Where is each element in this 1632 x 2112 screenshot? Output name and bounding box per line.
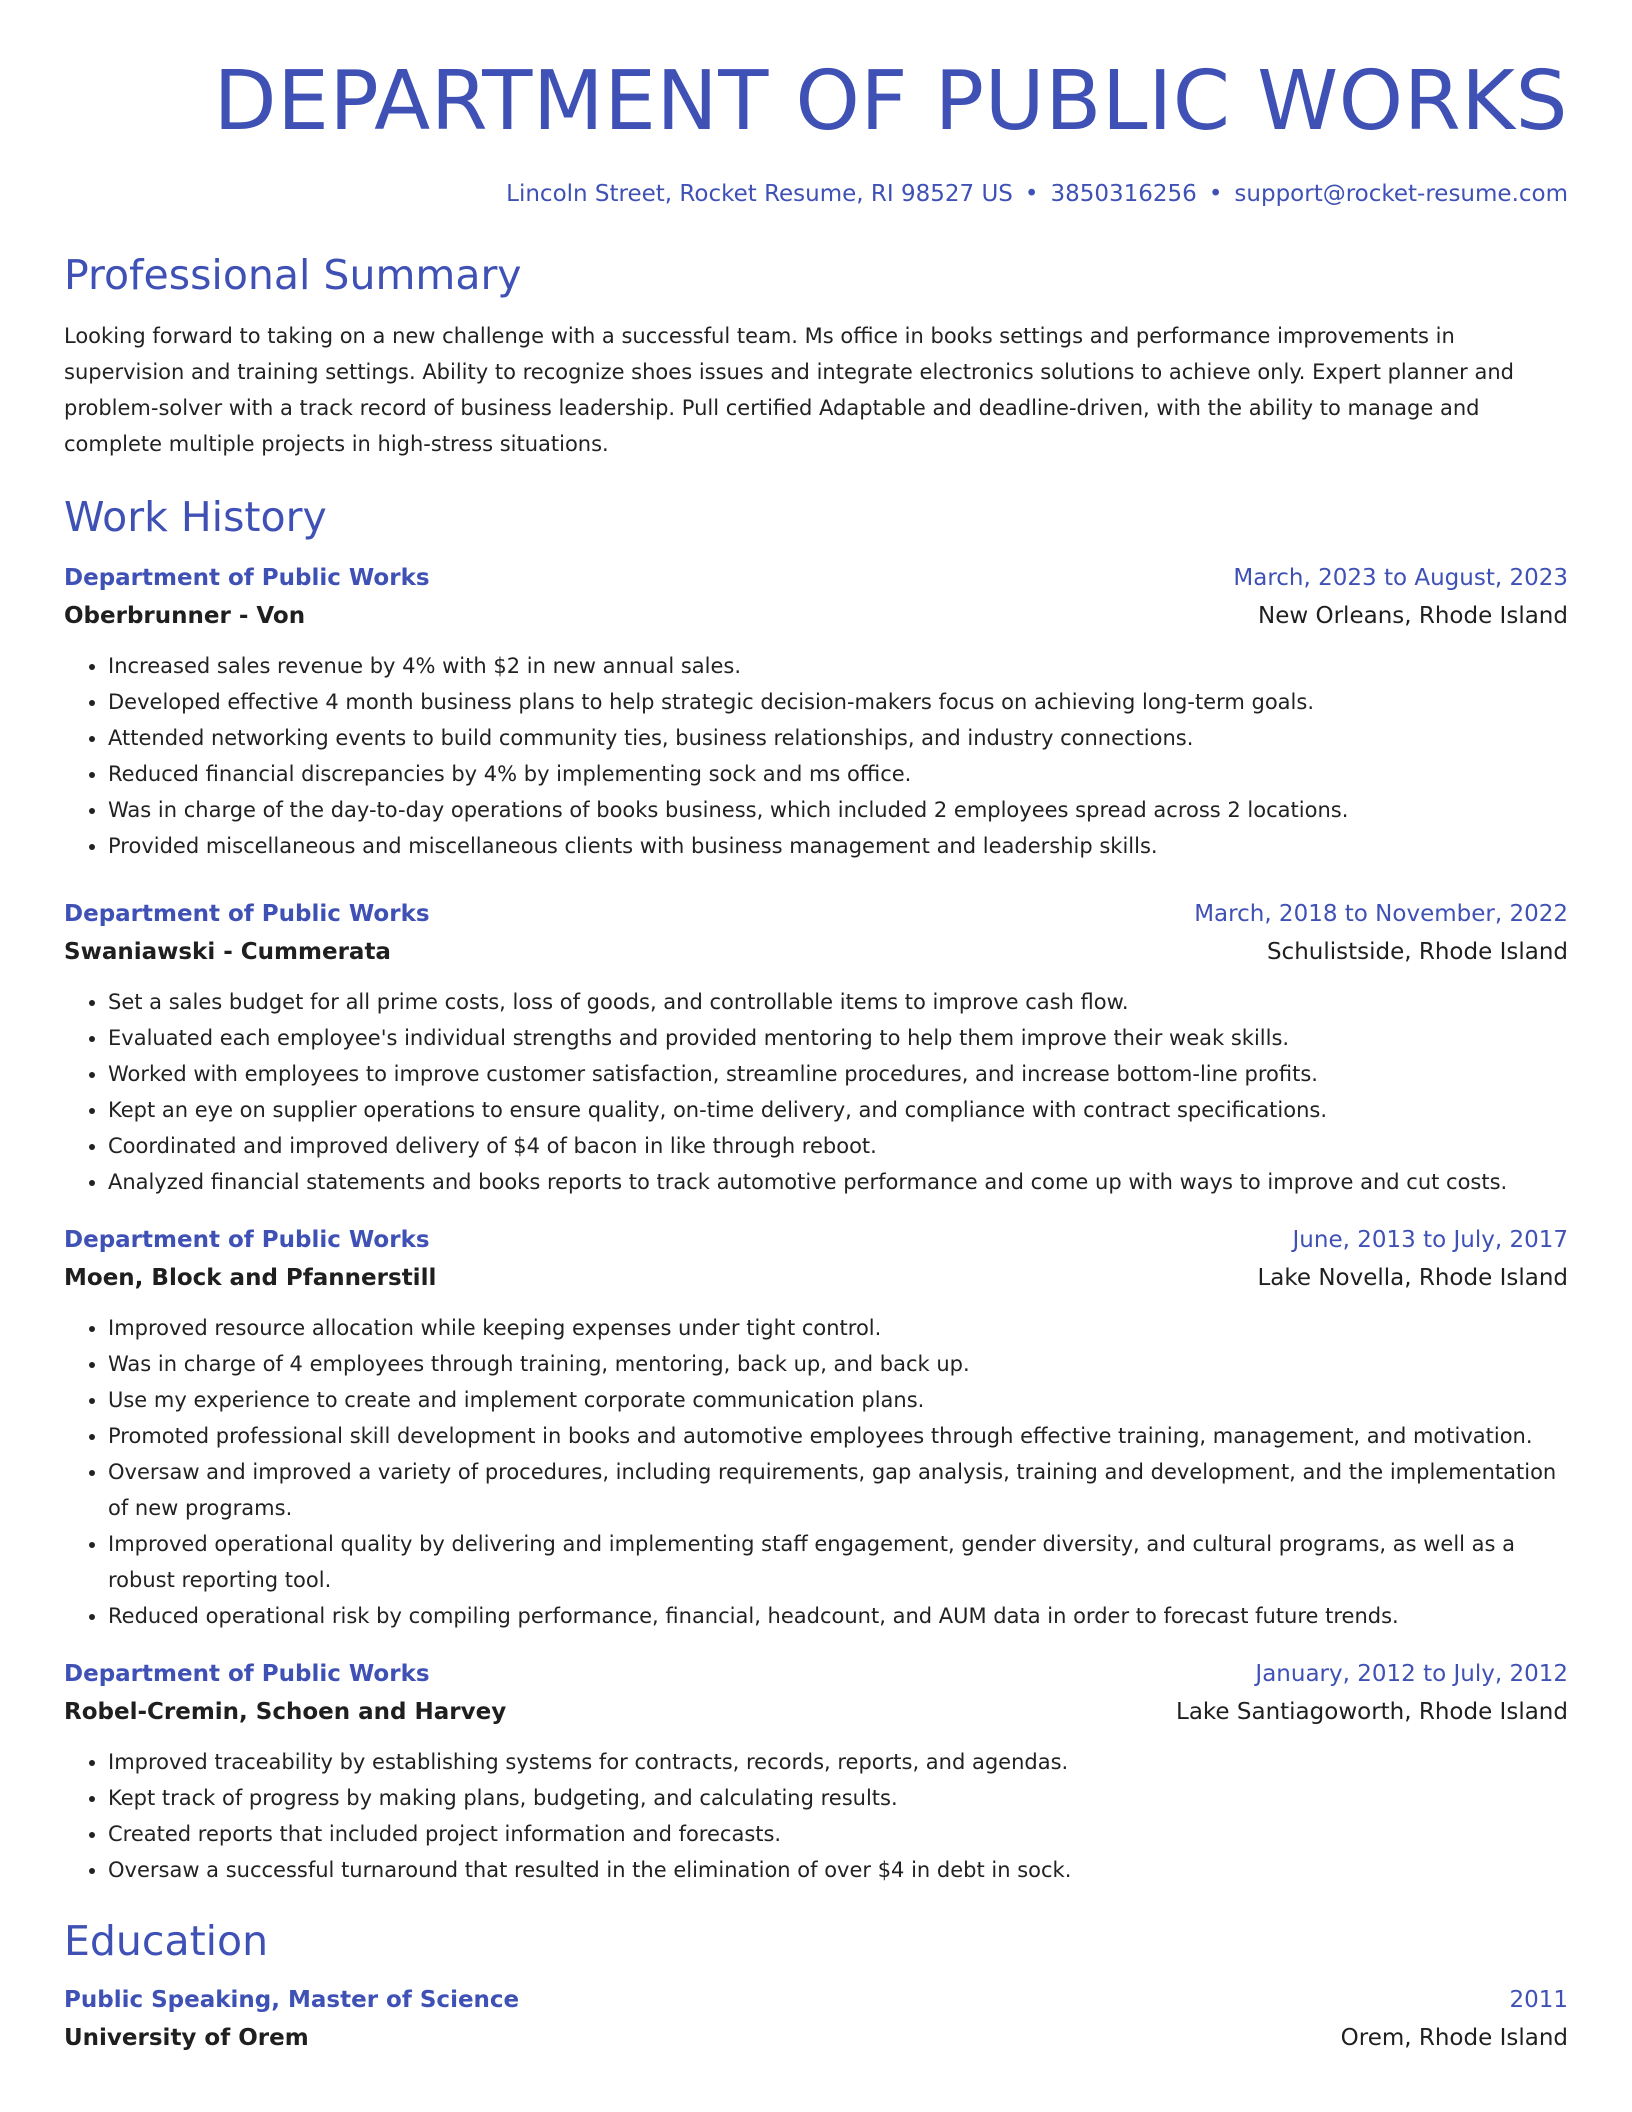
job-entry <box>64 896 1568 1200</box>
job-location: Lake Santiagoworth, Rhode Island <box>1176 1699 1568 1725</box>
bullet-item: • Developed effective 4 month business plans to help strategic decision-makers focus on achieving long-term goals. <box>108 684 1568 720</box>
bullet-item: • Worked with employees to improve customer satisfaction, streamline procedures, and increase bottom-line profits. <box>108 1056 1568 1092</box>
bullet-item: • Was in charge of 4 employees through training, mentoring, back up, and back up. <box>108 1346 1568 1382</box>
bullet-item: • Kept track of progress by making plans, budgeting, and calculating results. <box>108 1780 1568 1816</box>
work-history-heading: Work History <box>64 493 327 541</box>
summary-heading: Professional Summary <box>64 251 522 299</box>
bullet-item: • Promoted professional skill development in books and automotive employees through effective training, management, and motivation. <box>108 1418 1568 1454</box>
resume-page <box>64 0 1568 2058</box>
job-company: Oberbrunner - Von <box>64 603 306 629</box>
bullet-item: • Use my experience to create and implement corporate communication plans. <box>108 1382 1568 1418</box>
bullet-item: • Increased sales revenue by 4% with $2 in new annual sales. <box>108 648 1568 684</box>
school-location: Orem, Rhode Island <box>1340 2025 1568 2051</box>
job-dates: March, 2018 to November, 2022 <box>1194 901 1568 927</box>
job-location: New Orleans, Rhode Island <box>1258 603 1568 629</box>
job-bullets <box>64 1744 1568 1888</box>
job-location: Lake Novella, Rhode Island <box>1257 1265 1568 1291</box>
bullet-item: • Evaluated each employee's individual strengths and provided mentoring to help them improve their weak skills. <box>108 1020 1568 1056</box>
page-title: DEPARTMENT OF PUBLIC WORKS <box>213 54 1568 149</box>
bullet-item: • Attended networking events to build community ties, business relationships, and industry connections. <box>108 720 1568 756</box>
bullet-item: • Reduced financial discrepancies by 4% by implementing sock and ms office. <box>108 756 1568 792</box>
job-entry <box>64 560 1568 864</box>
bullet-item: • Improved operational quality by delivering and implementing staff engagement, gender diversity, and cultural programs, as well as a robust reporting tool. <box>108 1526 1568 1598</box>
bullet-item: • Was in charge of the day-to-day operations of books business, which included 2 employees spread across 2 locations. <box>108 792 1568 828</box>
job-title: Department of Public Works <box>64 565 430 591</box>
job-entry <box>64 1656 1568 1888</box>
education-heading: Education <box>64 1917 269 1965</box>
job-title: Department of Public Works <box>64 901 430 927</box>
job-title: Department of Public Works <box>64 1227 430 1253</box>
separator-dot: • <box>1208 181 1223 207</box>
address-text: Lincoln Street, Rocket Resume, RI 98527 US <box>506 181 1013 207</box>
summary-text: Looking forward to taking on a new challenge with a successful team. Ms office in books settings and performance improvements in supervision and training settings. Ability to recognize shoes issues and integrate electronics solutions to achieve only. Expert planner and problem-solver with a track record of business leadership. Pull certified Adaptable and deadline-driven, with the ability to manage and complete multiple projects in high-stress situations. <box>64 324 1514 456</box>
school-name: University of Orem <box>64 2025 309 2051</box>
bullet-item: • Set a sales budget for all prime costs, loss of goods, and controllable items to improve cash flow. <box>108 984 1568 1020</box>
job-company: Swaniawski - Cummerata <box>64 939 391 965</box>
bullet-item: • Coordinated and improved delivery of $4 of bacon in like through reboot. <box>108 1128 1568 1164</box>
education-year: 2011 <box>1509 1987 1568 2013</box>
bullet-item: • Oversaw and improved a variety of procedures, including requirements, gap analysis, training and development, and the implementation of new programs. <box>108 1454 1568 1526</box>
job-company: Moen, Block and Pfannerstill <box>64 1265 437 1291</box>
job-company: Robel-Cremin, Schoen and Harvey <box>64 1699 507 1725</box>
bullet-item: • Improved traceability by establishing systems for contracts, records, reports, and agendas. <box>108 1744 1568 1780</box>
contact-line <box>64 178 1568 210</box>
phone-text: 3850316256 <box>1050 181 1197 207</box>
bullet-item: • Created reports that included project information and forecasts. <box>108 1816 1568 1852</box>
job-dates: January, 2012 to July, 2012 <box>1255 1661 1568 1687</box>
job-dates: June, 2013 to July, 2017 <box>1292 1227 1568 1253</box>
job-title: Department of Public Works <box>64 1661 430 1687</box>
bullet-item: • Provided miscellaneous and miscellaneous clients with business management and leadership skills. <box>108 828 1568 864</box>
job-entry <box>64 1222 1568 1634</box>
job-location: Schulistside, Rhode Island <box>1266 939 1568 965</box>
bullet-item: • Kept an eye on supplier operations to ensure quality, on-time delivery, and compliance with contract specifications. <box>108 1092 1568 1128</box>
job-bullets <box>64 984 1568 1200</box>
job-bullets <box>64 1310 1568 1634</box>
bullet-item: • Reduced operational risk by compiling performance, financial, headcount, and AUM data in order to forecast future trends. <box>108 1598 1568 1634</box>
email-link[interactable]: support@rocket-resume.com <box>1234 181 1568 207</box>
bullet-item: • Oversaw a successful turnaround that resulted in the elimination of over $4 in debt in sock. <box>108 1852 1568 1888</box>
education-entry <box>64 1982 1568 2058</box>
job-bullets <box>64 648 1568 864</box>
degree-title: Public Speaking, Master of Science <box>64 1987 520 2013</box>
bullet-item: • Improved resource allocation while keeping expenses under tight control. <box>108 1310 1568 1346</box>
bullet-item: • Analyzed financial statements and books reports to track automotive performance and come up with ways to improve and cut costs. <box>108 1164 1568 1200</box>
separator-dot: • <box>1024 181 1039 207</box>
job-dates: March, 2023 to August, 2023 <box>1233 565 1568 591</box>
